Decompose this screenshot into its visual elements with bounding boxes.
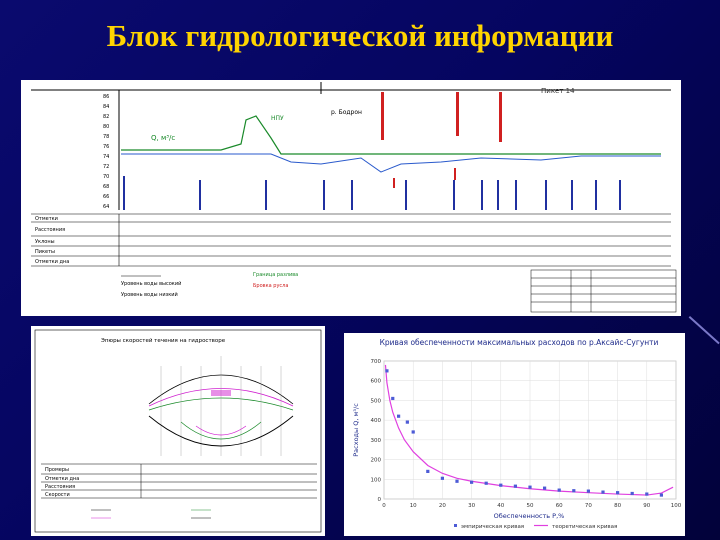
velocity-row-label: Скорости (45, 492, 70, 498)
empirical-point (601, 491, 604, 494)
profile-header-right: Пикет 14 (541, 87, 575, 95)
svg-text:84: 84 (103, 104, 110, 110)
empirical-point (631, 492, 634, 495)
empirical-point (514, 485, 517, 488)
empirical-point (528, 486, 531, 489)
svg-text:76: 76 (103, 144, 110, 150)
y-tick-label: 200 (370, 457, 381, 464)
svg-text:82: 82 (103, 114, 110, 120)
empirical-point (645, 492, 648, 495)
y-tick-label: 700 (370, 359, 381, 365)
x-tick-label: 50 (526, 503, 534, 509)
chart-y-axis-label: Расходы Q, м³/с (352, 403, 360, 457)
velocity-drawing (31, 326, 325, 536)
legend-item: Уровень воды низкий (121, 292, 178, 298)
empirical-point (616, 491, 619, 494)
velocity-diagram-panel (31, 326, 325, 536)
svg-text:86: 86 (103, 94, 110, 100)
svg-text:64: 64 (103, 204, 110, 210)
x-tick-label: 60 (555, 503, 563, 509)
y-tick-label: 400 (370, 418, 381, 425)
profile-row-label: Уклоны (35, 239, 55, 245)
empirical-point (412, 430, 415, 433)
profile-row-label: Расстояния (35, 227, 66, 233)
river-label: р. Бодрон (331, 109, 362, 116)
longitudinal-profile-panel (21, 80, 681, 316)
empirical-point (441, 477, 444, 480)
velocity-marker (211, 390, 231, 396)
x-tick-label: 10 (409, 503, 417, 509)
y-tick-label: 300 (370, 437, 381, 444)
empirical-point (587, 490, 590, 493)
empirical-point (426, 470, 429, 473)
x-tick-label: 20 (438, 503, 446, 509)
legend-item: Уровень воды высокий (121, 281, 182, 287)
x-tick-label: 40 (497, 503, 505, 509)
y-tick-label: 500 (370, 398, 381, 405)
discharge-label: Q, м³/с (151, 134, 176, 142)
velocity-table-header: Промеры (45, 467, 69, 473)
x-tick-label: 90 (643, 503, 651, 509)
profile-row-label: Отметки (35, 216, 58, 222)
chart-x-axis-label: Обеспеченность Р,% (493, 512, 565, 520)
empirical-point (572, 489, 575, 492)
empirical-point (397, 415, 400, 418)
chart-title: Кривая обеспеченности максимальных расходов по р.Аксайс-Сугунти (379, 338, 659, 347)
theoretical-curve-line (385, 365, 673, 495)
velocity-row-label: Отметки дна (45, 476, 80, 482)
legend-marker-empirical (454, 524, 457, 527)
svg-text:72: 72 (103, 164, 110, 170)
y-tick-label: 100 (370, 477, 381, 484)
empirical-point (543, 487, 546, 490)
legend-label-theoretical: теоретическая кривая (552, 524, 618, 530)
svg-text:70: 70 (103, 174, 110, 180)
slide-title: Блок гидрологической информации (106, 18, 614, 53)
legend-item: Граница разлива (253, 272, 299, 278)
profile-drawing (21, 80, 681, 316)
empirical-point (406, 421, 409, 424)
svg-text:68: 68 (103, 184, 110, 190)
x-tick-label: 80 (614, 503, 622, 509)
profile-row-label: Отметки дна (35, 259, 70, 265)
empirical-point (470, 481, 473, 484)
velocity-title: Эпюры скоростей течения на гидростворе (101, 338, 226, 344)
velocity-row-label: Расстояния (45, 484, 76, 490)
empirical-point (455, 480, 458, 483)
exceedance-chart (344, 333, 685, 536)
legend-item: Бровка русла (253, 283, 289, 289)
decorative-line (689, 316, 720, 344)
empirical-point (499, 484, 502, 487)
exceedance-chart-panel (344, 333, 685, 536)
y-tick-label: 0 (377, 497, 381, 503)
empirical-point (485, 482, 488, 485)
svg-text:66: 66 (103, 194, 110, 200)
x-tick-label: 100 (670, 503, 682, 509)
empirical-point (385, 369, 388, 372)
svg-text:74: 74 (103, 154, 110, 160)
x-tick-label: 30 (468, 503, 476, 509)
x-tick-label: 70 (584, 503, 592, 509)
legend-label-empirical: эмпирическая кривая (461, 524, 525, 530)
x-tick-label: 0 (382, 503, 386, 509)
empirical-point (660, 493, 663, 496)
level-label: НПУ (271, 115, 284, 122)
svg-text:80: 80 (103, 124, 110, 130)
empirical-point (558, 489, 561, 492)
profile-row-label: Пикеты (35, 249, 55, 255)
y-tick-label: 600 (370, 378, 381, 385)
empirical-point (391, 397, 394, 400)
svg-text:78: 78 (103, 134, 110, 140)
